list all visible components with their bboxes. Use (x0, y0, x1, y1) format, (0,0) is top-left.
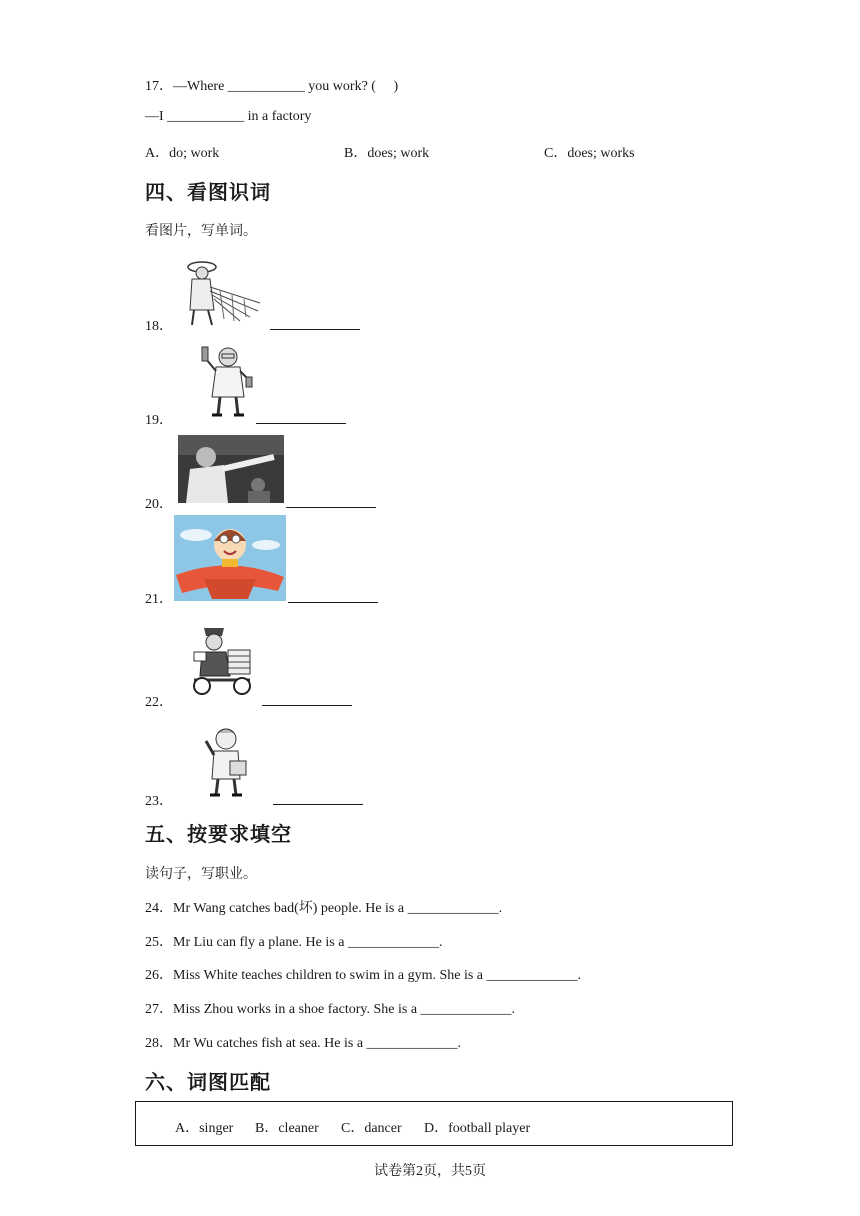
pilot-picture (174, 515, 286, 601)
question-28: 28．Mr Wu catches fish at sea. He is a _____________. (145, 1036, 462, 1051)
q17-option-b[interactable]: B．does; work (344, 146, 430, 161)
page-footer: 试卷第2页，共5页 (374, 1164, 486, 1179)
word-bank-box (135, 1101, 733, 1146)
section5-heading: 五、按要求填空 (145, 822, 292, 846)
word-option-a[interactable]: A．singer (175, 1121, 234, 1136)
question-27: 27．Miss Zhou works in a shoe factory. She is a _____________. (145, 1002, 516, 1017)
mailman-picture (202, 725, 252, 799)
item-19-number: 19． (145, 413, 173, 428)
question-24: 24．Mr Wang catches bad(坏) people. He is a _____________. (145, 901, 503, 916)
question-26: 26．Miss White teaches children to swim in a gym. She is a _____________. (145, 968, 582, 983)
item-22-number: 22． (145, 695, 173, 710)
item-21-blank[interactable] (288, 602, 378, 603)
item-18-blank[interactable] (270, 329, 360, 330)
item-21-number: 21． (145, 592, 173, 607)
section4-heading: 四、看图识词 (145, 180, 271, 204)
item-23-blank[interactable] (273, 804, 363, 805)
item-19-blank[interactable] (256, 423, 346, 424)
item-20-blank[interactable] (286, 507, 376, 508)
item-23-number: 23． (145, 794, 173, 809)
q17-option-c[interactable]: C．does; works (544, 146, 635, 161)
postman-picture (188, 622, 258, 696)
word-option-d[interactable]: D．football player (424, 1121, 531, 1136)
fisherman-picture (180, 255, 264, 327)
scientist-picture (198, 345, 254, 419)
question-25: 25．Mr Liu can fly a plane. He is a _____________. (145, 935, 443, 950)
word-option-b[interactable]: B．cleaner (255, 1121, 319, 1136)
section4-instruction: 看图片，写单词。 (145, 224, 257, 239)
q17-answer-line: —I ___________ in a factory (145, 109, 312, 124)
word-option-c[interactable]: C．dancer (341, 1121, 402, 1136)
item-22-blank[interactable] (262, 705, 352, 706)
section5-instruction: 读句子，写职业。 (145, 867, 257, 882)
q17-question: 17．—Where ___________ you work? ( ) (145, 79, 399, 94)
item-18-number: 18． (145, 319, 173, 334)
coach-photo (178, 435, 284, 503)
q17-option-a[interactable]: A．do; work (145, 146, 220, 161)
section6-heading: 六、词图匹配 (145, 1070, 271, 1094)
item-20-number: 20． (145, 497, 173, 512)
